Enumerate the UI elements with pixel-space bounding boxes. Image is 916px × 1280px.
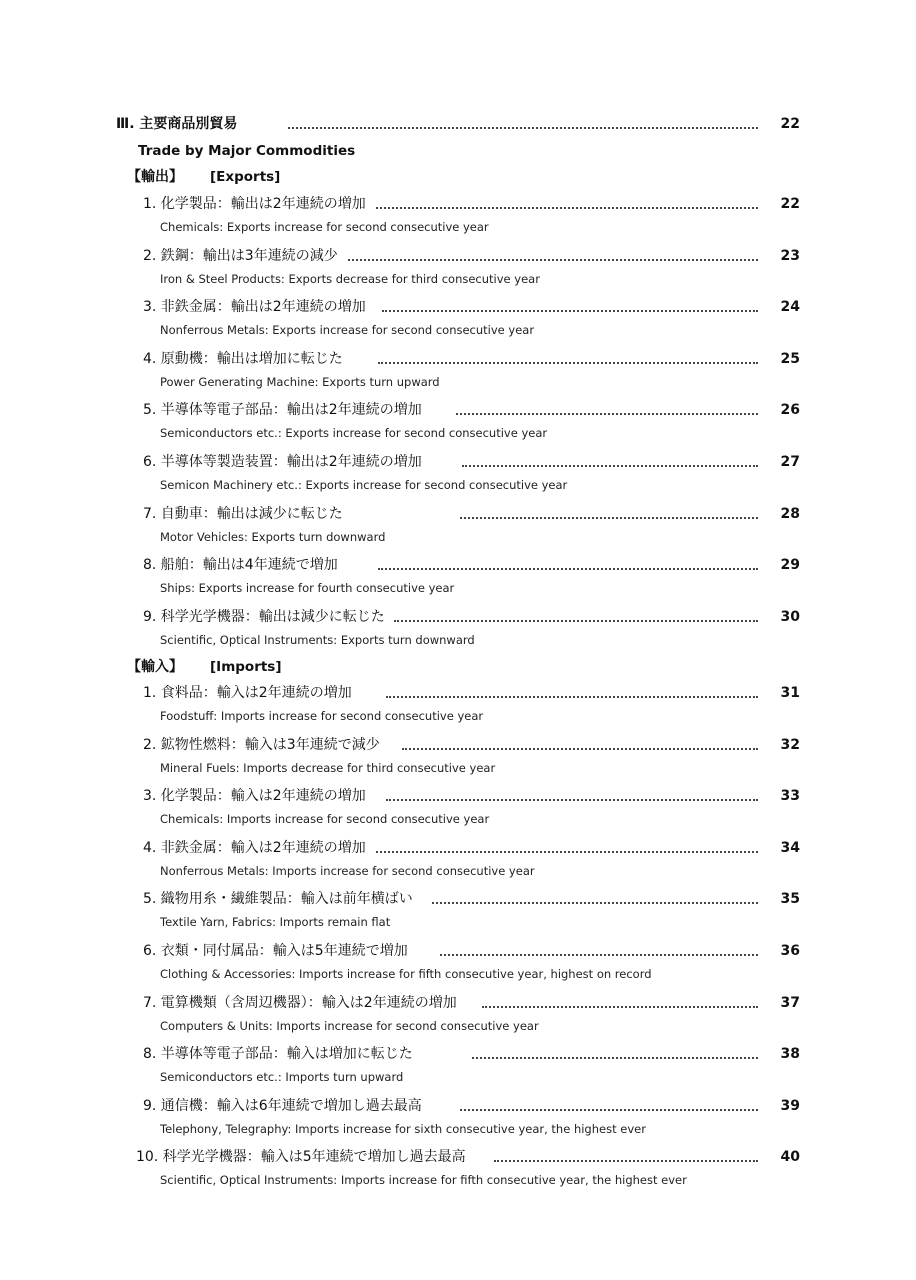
toc-entry-english: Semiconductors etc.: Exports increase for second consecutive year xyxy=(160,426,548,440)
toc-entry-english: Power Generating Machine: Exports turn upward xyxy=(160,375,440,389)
leader-dots xyxy=(288,125,758,129)
toc-entry-title: 2. 鉄鋼：輸出は3年連続の減少 xyxy=(143,248,338,264)
section-subtitle-row xyxy=(0,140,916,162)
leader-dots xyxy=(378,566,758,570)
toc-entry-english: Telephony, Telegraphy: Imports increase for sixth consecutive year, the highest ever xyxy=(160,1122,646,1136)
toc-entry-title: 3. 化学製品：輸入は2年連続の増加 xyxy=(143,788,366,804)
leader-dots xyxy=(456,411,758,415)
section-title: Ⅲ. 主要商品別貿易 xyxy=(116,116,238,132)
toc-entry-english: Clothing & Accessories: Imports increase for fifth consecutive year, highest on record xyxy=(160,967,652,981)
toc-entry-title: 5. 半導体等電子部品：輸出は2年連続の増加 xyxy=(143,402,422,418)
leader-dots xyxy=(440,952,758,956)
toc-entry-page-number: 24 xyxy=(780,299,800,315)
toc-entry-page-number: 33 xyxy=(780,788,800,804)
toc-entry[interactable] xyxy=(0,348,916,389)
toc-entry-title: 4. 原動機：輸出は増加に転じた xyxy=(143,351,343,367)
toc-entry-page-number: 29 xyxy=(780,557,800,573)
leader-dots xyxy=(460,1107,758,1111)
toc-entry[interactable] xyxy=(0,193,916,234)
toc-entry-english: Semiconductors etc.: Imports turn upward xyxy=(160,1070,404,1084)
toc-entry-page-number: 25 xyxy=(780,351,800,367)
leader-dots xyxy=(402,746,758,750)
toc-entry[interactable] xyxy=(0,682,916,723)
toc-entry-title: 8. 半導体等電子部品：輸入は増加に転じた xyxy=(143,1046,413,1062)
toc-entry-page-number: 36 xyxy=(780,943,800,959)
toc-entry-page-number: 22 xyxy=(780,196,800,212)
toc-entry-page-number: 30 xyxy=(780,609,800,625)
toc-entry[interactable] xyxy=(0,554,916,595)
toc-entry-english: Mineral Fuels: Imports decrease for third consecutive year xyxy=(160,761,496,775)
leader-dots xyxy=(460,515,758,519)
exports-header-jp: 【輸出】 xyxy=(127,169,183,185)
toc-entry[interactable] xyxy=(0,734,916,775)
toc-entry-english: Iron & Steel Products: Exports decrease for third consecutive year xyxy=(160,272,540,286)
toc-entry-english: Foodstuff: Imports increase for second consecutive year xyxy=(160,709,484,723)
toc-entry-page-number: 32 xyxy=(780,737,800,753)
toc-entry-english: Chemicals: Imports increase for second consecutive year xyxy=(160,812,490,826)
toc-entry-page-number: 28 xyxy=(780,506,800,522)
toc-entry-title: 1. 化学製品：輸出は2年連続の増加 xyxy=(143,196,366,212)
toc-entry-english: Computers & Units: Imports increase for second consecutive year xyxy=(160,1019,539,1033)
toc-entry-page-number: 23 xyxy=(780,248,800,264)
toc-entry-title: 1. 食料品：輸入は2年連続の増加 xyxy=(143,685,352,701)
toc-entry[interactable] xyxy=(0,940,916,981)
leader-dots xyxy=(378,360,758,364)
toc-entry[interactable] xyxy=(0,451,916,492)
leader-dots xyxy=(472,1055,758,1059)
leader-dots xyxy=(382,308,758,312)
imports-header xyxy=(0,656,916,678)
toc-entry-english: Nonferrous Metals: Exports increase for second consecutive year xyxy=(160,323,535,337)
toc-entry-english: Chemicals: Exports increase for second consecutive year xyxy=(160,220,489,234)
toc-entry[interactable] xyxy=(0,503,916,544)
toc-entry-title: 7. 自動車：輸出は減少に転じた xyxy=(143,506,343,522)
toc-entry-page-number: 37 xyxy=(780,995,800,1011)
toc-entry-page-number: 31 xyxy=(780,685,800,701)
exports-header-en: [Exports] xyxy=(210,169,281,185)
toc-entry-title: 4. 非鉄金属：輸入は2年連続の増加 xyxy=(143,840,366,856)
toc-entry[interactable] xyxy=(0,837,916,878)
toc-entry-page-number: 35 xyxy=(780,891,800,907)
toc-entry[interactable] xyxy=(0,1146,916,1187)
toc-entry[interactable] xyxy=(0,1043,916,1084)
toc-entry-english: Ships: Exports increase for fourth consecutive year xyxy=(160,581,455,595)
section-subtitle: Trade by Major Commodities xyxy=(138,143,356,159)
leader-dots xyxy=(376,205,758,209)
toc-entry-page-number: 27 xyxy=(780,454,800,470)
toc-entry-english: Semicon Machinery etc.: Exports increase for second consecutive year xyxy=(160,478,568,492)
toc-entry[interactable] xyxy=(0,296,916,337)
toc-entry-page-number: 34 xyxy=(780,840,800,856)
toc-entry-title: 9. 科学光学機器：輸出は減少に転じた xyxy=(143,609,385,625)
toc-entry-title: 8. 船舶：輸出は4年連続で増加 xyxy=(143,557,338,573)
toc-entry[interactable] xyxy=(0,785,916,826)
toc-entry-title: 5. 織物用糸・繊維製品：輸入は前年横ばい xyxy=(143,891,413,907)
toc-entry[interactable] xyxy=(0,399,916,440)
toc-entry-page-number: 26 xyxy=(780,402,800,418)
toc-entry-title: 2. 鉱物性燃料：輸入は3年連続で減少 xyxy=(143,737,380,753)
toc-entry-title: 6. 半導体等製造装置：輸出は2年連続の増加 xyxy=(143,454,422,470)
toc-entry[interactable] xyxy=(0,245,916,286)
section-title-row xyxy=(0,113,916,135)
leader-dots xyxy=(482,1004,758,1008)
toc-entry-english: Scientific, Optical Instruments: Exports turn downward xyxy=(160,633,475,647)
leader-dots xyxy=(432,900,758,904)
toc-entry[interactable] xyxy=(0,992,916,1033)
leader-dots xyxy=(386,797,758,801)
toc-entry-page-number: 38 xyxy=(780,1046,800,1062)
imports-header-jp: 【輸入】 xyxy=(127,659,183,675)
toc-entry-english: Motor Vehicles: Exports turn downward xyxy=(160,530,386,544)
leader-dots xyxy=(386,694,758,698)
exports-header xyxy=(0,166,916,188)
toc-entry-title: 7. 電算機類（含周辺機器）：輸入は2年連続の増加 xyxy=(143,995,457,1011)
toc-entry[interactable] xyxy=(0,606,916,647)
leader-dots xyxy=(376,849,758,853)
imports-header-en: [Imports] xyxy=(210,659,282,675)
toc-entry-title: 6. 衣類・同付属品：輸入は5年連続で増加 xyxy=(143,943,408,959)
leader-dots xyxy=(494,1158,758,1162)
leader-dots xyxy=(462,463,758,467)
toc-entry-title: 10. 科学光学機器：輸入は5年連続で増加し過去最高 xyxy=(136,1149,466,1165)
toc-entry-title: 3. 非鉄金属：輸出は2年連続の増加 xyxy=(143,299,366,315)
toc-entry-english: Nonferrous Metals: Imports increase for second consecutive year xyxy=(160,864,535,878)
toc-entry[interactable] xyxy=(0,888,916,929)
toc-entry-title: 9. 通信機：輸入は6年連続で増加し過去最高 xyxy=(143,1098,422,1114)
leader-dots xyxy=(394,618,758,622)
toc-entry-english: Textile Yarn, Fabrics: Imports remain flat xyxy=(160,915,391,929)
toc-entry-page-number: 39 xyxy=(780,1098,800,1114)
toc-entry[interactable] xyxy=(0,1095,916,1136)
section-page-number: 22 xyxy=(780,116,800,132)
toc-entry-english: Scientific, Optical Instruments: Imports increase for fifth consecutive year, the highest ever xyxy=(160,1173,687,1187)
toc-entry-page-number: 40 xyxy=(780,1149,800,1165)
leader-dots xyxy=(348,257,758,261)
